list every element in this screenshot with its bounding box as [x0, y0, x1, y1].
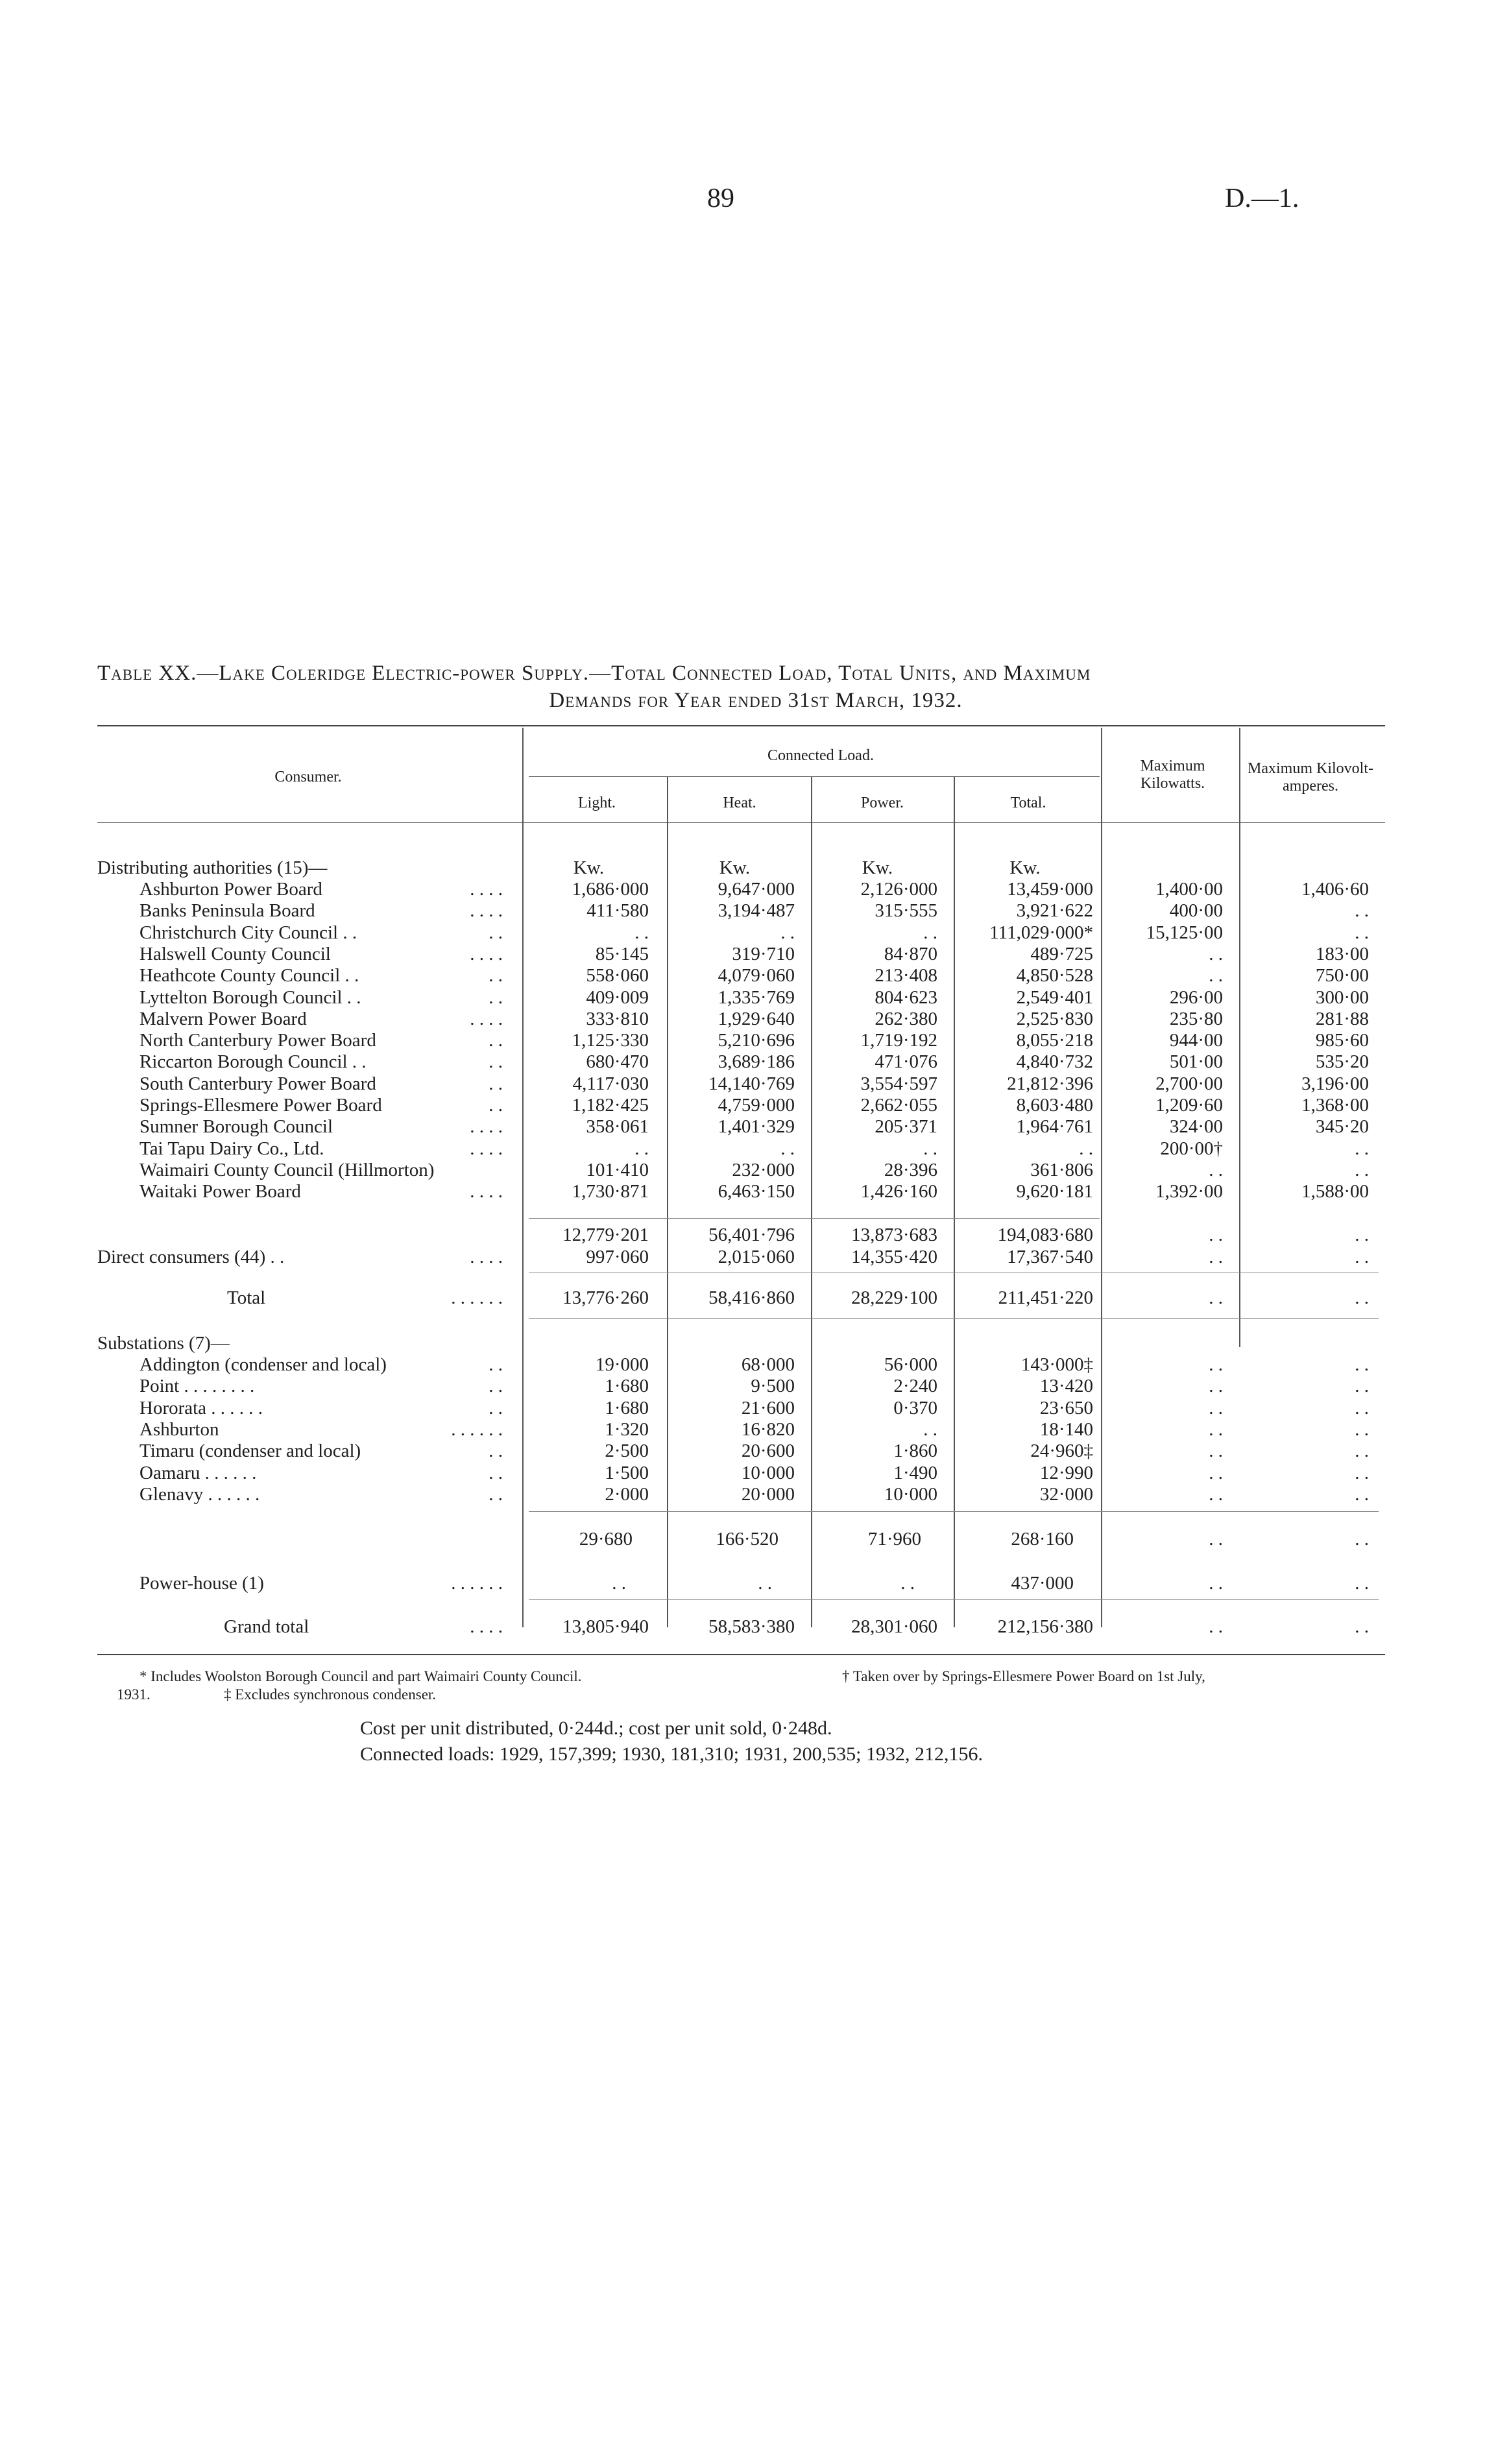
footnote-year: 1931.	[117, 1686, 151, 1703]
heat-value: 10·000	[741, 1462, 795, 1483]
unit-power: Kw.	[862, 857, 893, 878]
heat-value: 21·600	[741, 1397, 795, 1418]
total-value: 4,840·732	[1016, 1051, 1093, 1073]
power-value: 1·860	[893, 1441, 937, 1462]
heat-value: 1,929·640	[718, 1008, 795, 1029]
row-label: South Canterbury Power Board	[139, 1073, 376, 1094]
grand-total-row	[0, 1616, 1509, 1638]
max-kw-value: . .	[1209, 1287, 1223, 1308]
max-kw-value: . .	[1209, 1529, 1223, 1549]
leader-dots: . .	[489, 1030, 503, 1051]
total-row	[0, 1287, 1509, 1309]
power-value: . .	[900, 1573, 915, 1594]
heat-value: 9·500	[751, 1376, 795, 1397]
leader-dots: . . . .	[470, 900, 503, 922]
heat-value: 20·000	[741, 1483, 795, 1505]
leader-dots: . . . .	[470, 1116, 503, 1138]
light-value: 85·145	[595, 943, 649, 964]
light-value: 101·410	[586, 1159, 649, 1180]
power-value: . .	[923, 1418, 937, 1440]
leader-dots: . .	[489, 1441, 503, 1462]
table-row	[0, 1116, 1509, 1138]
light-value: 1,182·425	[572, 1095, 649, 1116]
max-kw-value: . .	[1209, 1462, 1223, 1483]
row-label: Lyttelton Borough Council . .	[139, 987, 361, 1008]
total-value: 143·000‡	[1020, 1354, 1093, 1375]
distributing-heading: Distributing authorities (15)—	[97, 857, 328, 878]
total-rule-bottom	[529, 1318, 1379, 1319]
light-value: 1,125·330	[572, 1030, 649, 1051]
max-kva-value: . .	[1355, 1418, 1369, 1440]
leader-dots: . .	[489, 1095, 503, 1116]
row-label: Halswell County Council	[139, 943, 331, 964]
row-label: Malvern Power Board	[139, 1008, 307, 1029]
total-value: 23·650	[1039, 1397, 1093, 1418]
table-row	[0, 1160, 1509, 1181]
total-value: 1,964·761	[1016, 1116, 1093, 1138]
total-value: 8,603·480	[1016, 1095, 1093, 1116]
table-row	[0, 1354, 1509, 1376]
total-value: 2,525·830	[1016, 1008, 1093, 1029]
table-row	[0, 1376, 1509, 1397]
light-value: 29·680	[579, 1529, 633, 1549]
distributing-sum-rule	[529, 1218, 1100, 1219]
max-kw-value: 1,400·00	[1155, 879, 1223, 900]
table-top-rule	[97, 725, 1385, 726]
table-row	[0, 965, 1509, 987]
total-value: 111,029·000*	[989, 922, 1093, 943]
heat-value: 1,401·329	[718, 1116, 795, 1138]
total-value: 24·960‡	[1030, 1441, 1093, 1462]
leader-dots: . .	[489, 1354, 503, 1375]
power-value: 28,301·060	[851, 1616, 937, 1637]
total-value: 211,451·220	[998, 1287, 1093, 1308]
total-value: 194,083·680	[997, 1225, 1093, 1245]
row-label: Banks Peninsula Board	[139, 900, 315, 922]
heat-value: 3,194·487	[718, 900, 795, 922]
power-house-row	[0, 1573, 1509, 1594]
row-label: Waitaki Power Board	[139, 1181, 301, 1202]
connected-load-rule	[529, 776, 1100, 777]
light-value: . .	[612, 1573, 626, 1594]
max-kva-value: . .	[1355, 1397, 1369, 1418]
max-kva-value: . .	[1355, 1376, 1369, 1397]
light-value: 558·060	[586, 965, 649, 987]
heat-value: 1,335·769	[718, 987, 795, 1008]
light-value: 333·810	[586, 1008, 649, 1029]
leader-dots: . . . .	[470, 1247, 503, 1267]
total-value: 21,812·396	[1007, 1073, 1093, 1094]
max-kva-value: 300·00	[1315, 987, 1369, 1008]
row-label: Waimairi County Council (Hillmorton)	[139, 1159, 435, 1180]
leader-dots: . .	[489, 1051, 503, 1073]
power-value: 262·380	[875, 1008, 937, 1029]
table-row	[0, 944, 1509, 965]
substations-heading: Substations (7)—	[97, 1333, 230, 1354]
heat-value: 232·000	[732, 1159, 795, 1180]
unit-light: Kw.	[573, 857, 605, 878]
heat-value: 166·520	[716, 1529, 779, 1549]
max-kva-value: 1,406·60	[1301, 879, 1369, 900]
heat-value: . .	[758, 1573, 772, 1594]
total-value: 8,055·218	[1016, 1030, 1093, 1051]
row-label: Sumner Borough Council	[139, 1116, 333, 1138]
table-row	[0, 1398, 1509, 1419]
power-value: 1·490	[893, 1462, 937, 1483]
light-value: 1,730·871	[572, 1181, 649, 1202]
light-value: 680·470	[586, 1051, 649, 1073]
max-kw-value: . .	[1209, 1225, 1223, 1245]
distributing-subtotal-row	[0, 1225, 1509, 1246]
total-value: . .	[1079, 1138, 1093, 1159]
distributing-heading-row	[0, 857, 1509, 879]
power-value: 0·370	[893, 1397, 937, 1418]
power-value: 84·870	[884, 943, 937, 964]
leader-dots: . .	[489, 1483, 503, 1505]
max-kva-value: . .	[1355, 1529, 1369, 1549]
light-value: 409·009	[586, 987, 649, 1008]
heat-value: 58,583·380	[708, 1616, 795, 1637]
light-value: 1·320	[605, 1418, 649, 1440]
header-power: Power.	[861, 795, 904, 811]
power-value: 71·960	[867, 1529, 921, 1549]
row-label: Total	[227, 1287, 266, 1308]
max-kw-value: 235·80	[1169, 1008, 1223, 1029]
substations-sum-rule	[529, 1511, 1379, 1512]
power-value: 213·408	[875, 965, 937, 987]
power-value: . .	[923, 1138, 937, 1159]
max-kva-value: . .	[1355, 1287, 1369, 1308]
header-connected-load: Connected Load.	[767, 747, 874, 764]
leader-dots: . .	[489, 965, 503, 987]
total-value: 13,459·000	[1007, 879, 1093, 900]
direct-consumers-row	[0, 1247, 1509, 1268]
max-kva-value: 535·20	[1315, 1051, 1369, 1073]
heat-value: . .	[780, 922, 795, 943]
leader-dots: . .	[489, 1073, 503, 1094]
substations-heading-row	[0, 1333, 1509, 1354]
table-title-line-1: Table XX.—Lake Coleridge Electric-power Supply.—Total Connected Load, Total Units, and Maximum	[97, 662, 1091, 685]
table-row	[0, 1419, 1509, 1441]
table-row	[0, 1095, 1509, 1116]
max-kw-value: 501·00	[1169, 1051, 1223, 1073]
max-kw-value: 944·00	[1169, 1030, 1223, 1051]
max-kva-value: 1,368·00	[1301, 1095, 1369, 1116]
power-value: 3,554·597	[860, 1073, 937, 1094]
max-kw-value: . .	[1209, 1354, 1223, 1375]
max-kw-value: . .	[1209, 1573, 1223, 1594]
header-bottom-rule	[97, 822, 1385, 823]
heat-value: 68·000	[741, 1354, 795, 1375]
header-total: Total.	[1010, 795, 1046, 811]
max-kva-value: 345·20	[1315, 1116, 1369, 1138]
light-value: 1·500	[605, 1462, 649, 1483]
max-kw-value: . .	[1209, 1441, 1223, 1462]
heat-value: 6,463·150	[718, 1181, 795, 1202]
max-kva-value: . .	[1355, 922, 1369, 943]
table-row	[0, 922, 1509, 944]
row-label: Power-house (1)	[139, 1573, 264, 1594]
row-label: Christchurch City Council . .	[139, 922, 357, 943]
max-kva-value: . .	[1355, 1159, 1369, 1180]
power-value: 205·371	[875, 1116, 937, 1138]
power-value: 2,126·000	[860, 879, 937, 900]
table-row	[0, 1484, 1509, 1505]
footnote-double-dagger: ‡ Excludes synchronous condenser.	[224, 1686, 437, 1703]
max-kw-value: 1,392·00	[1155, 1181, 1223, 1202]
max-kva-value: 750·00	[1315, 965, 1369, 987]
header-max-kva: Maximum Kilovolt-amperes.	[1248, 760, 1373, 795]
power-value: 28,229·100	[851, 1287, 937, 1308]
row-label: Riccarton Borough Council . .	[139, 1051, 367, 1073]
footnote-dagger: † Taken over by Springs-Ellesmere Power Board on 1st July,	[842, 1668, 1205, 1684]
heat-value: . .	[780, 1138, 795, 1159]
row-label: North Canterbury Power Board	[139, 1030, 376, 1051]
leader-dots: . .	[489, 987, 503, 1008]
heat-value: 3,689·186	[718, 1051, 795, 1073]
unit-total: Kw.	[1009, 857, 1041, 878]
total-value: 212,156·380	[997, 1616, 1093, 1637]
leader-dots: . . . . . .	[451, 1573, 503, 1594]
max-kva-value: . .	[1355, 1225, 1369, 1245]
footnote-star: * Includes Woolston Borough Council and part Waimairi County Council.	[139, 1668, 582, 1684]
power-value: 2,662·055	[860, 1095, 937, 1116]
max-kva-value: . .	[1355, 1441, 1369, 1462]
row-label: Point . . . . . . . .	[139, 1376, 255, 1397]
row-label: Heathcote County Council . .	[139, 965, 359, 987]
power-value: 14,355·420	[851, 1247, 937, 1267]
row-label: Ashburton Power Board	[139, 879, 322, 900]
row-label: Tai Tapu Dairy Co., Ltd.	[139, 1138, 324, 1159]
table-row	[0, 1441, 1509, 1462]
light-value: 411·580	[586, 900, 649, 922]
total-value: 9,620·181	[1016, 1181, 1093, 1202]
total-value: 17,367·540	[1007, 1247, 1093, 1267]
table-row	[0, 1030, 1509, 1051]
max-kva-value: . .	[1355, 1247, 1369, 1267]
max-kw-value: . .	[1209, 1397, 1223, 1418]
leader-dots: . . . .	[470, 1181, 503, 1202]
heat-value: 4,759·000	[718, 1095, 795, 1116]
total-value: 18·140	[1039, 1418, 1093, 1440]
light-value: 2·000	[605, 1483, 649, 1505]
power-value: 2·240	[893, 1376, 937, 1397]
light-value: 1,686·000	[572, 879, 649, 900]
light-value: . .	[634, 1138, 649, 1159]
light-value: 1·680	[605, 1376, 649, 1397]
leader-dots: . . . . . .	[451, 1418, 503, 1440]
cost-line-1: Cost per unit distributed, 0·244d.; cost per unit sold, 0·248d.	[360, 1717, 832, 1739]
header-heat: Heat.	[723, 795, 756, 811]
table-row	[0, 987, 1509, 1009]
max-kw-value: . .	[1209, 1247, 1223, 1267]
table-title-line-2: Demands for Year ended 31st March, 1932.	[549, 689, 963, 712]
header-light: Light.	[578, 795, 616, 811]
total-value: 268·160	[1011, 1529, 1074, 1549]
max-kva-value: . .	[1355, 1462, 1369, 1483]
leader-dots: . . . . . .	[451, 1287, 503, 1308]
leader-dots: . .	[489, 1376, 503, 1397]
light-value: 13,805·940	[562, 1616, 649, 1637]
row-label: Ashburton	[139, 1418, 219, 1440]
max-kw-value: 200·00†	[1160, 1138, 1223, 1159]
power-value: 1,719·192	[860, 1030, 937, 1051]
max-kva-value: 281·88	[1315, 1008, 1369, 1029]
leader-dots: . .	[489, 1462, 503, 1483]
total-value: 32·000	[1039, 1483, 1093, 1505]
table-row	[0, 1463, 1509, 1484]
light-value: 4,117·030	[572, 1073, 649, 1094]
light-value: 997·060	[586, 1247, 649, 1267]
max-kw-value: . .	[1209, 1376, 1223, 1397]
row-label: Hororata . . . . . .	[139, 1397, 263, 1418]
power-value: 315·555	[875, 900, 937, 922]
leader-dots: . . . .	[470, 1138, 503, 1159]
max-kva-value: . .	[1355, 1138, 1369, 1159]
page-number: 89	[707, 184, 734, 213]
light-value: 358·061	[586, 1116, 649, 1138]
max-kw-value: . .	[1209, 943, 1223, 964]
grand-total-rule-top	[529, 1599, 1379, 1600]
total-value: 12·990	[1039, 1462, 1093, 1483]
table-row	[0, 1073, 1509, 1095]
max-kw-value: 324·00	[1169, 1116, 1223, 1138]
row-label: Springs-Ellesmere Power Board	[139, 1095, 382, 1116]
max-kva-value: . .	[1355, 1483, 1369, 1505]
power-value: 28·396	[884, 1159, 937, 1180]
heat-value: 319·710	[732, 943, 795, 964]
leader-dots: . .	[489, 1397, 503, 1418]
total-value: 13·420	[1039, 1376, 1093, 1397]
table-bottom-rule	[97, 1654, 1385, 1655]
header-consumer: Consumer.	[274, 769, 342, 785]
heat-value: 16·820	[741, 1418, 795, 1440]
power-value: 10·000	[884, 1483, 937, 1505]
max-kw-value: 400·00	[1169, 900, 1223, 922]
power-value: . .	[923, 922, 937, 943]
row-label: Direct consumers (44) . .	[97, 1247, 285, 1267]
heat-value: 9,647·000	[718, 879, 795, 900]
leader-dots: . .	[489, 922, 503, 943]
max-kva-value: . .	[1355, 1354, 1369, 1375]
cost-line-2: Connected loads: 1929, 157,399; 1930, 181,310; 1931, 200,535; 1932, 212,156.	[360, 1743, 983, 1765]
max-kw-value: 15,125·00	[1146, 922, 1223, 943]
leader-dots: . . . .	[470, 943, 503, 964]
light-value: 2·500	[605, 1441, 649, 1462]
light-value: 13,776·260	[562, 1287, 649, 1308]
heat-value: 20·600	[741, 1441, 795, 1462]
max-kw-value: 1,209·60	[1155, 1095, 1223, 1116]
power-value: 13,873·683	[851, 1225, 937, 1245]
table-row	[0, 879, 1509, 900]
total-value: 361·806	[1030, 1159, 1093, 1180]
max-kw-value: . .	[1209, 965, 1223, 987]
light-value: . .	[634, 922, 649, 943]
light-value: 12,779·201	[562, 1225, 649, 1245]
max-kva-value: 1,588·00	[1301, 1181, 1369, 1202]
total-value: 489·725	[1030, 943, 1093, 964]
table-row	[0, 1138, 1509, 1160]
heat-value: 56,401·796	[708, 1225, 795, 1245]
table-row	[0, 900, 1509, 922]
power-value: 471·076	[875, 1051, 937, 1073]
leader-dots: . . . .	[470, 1616, 503, 1637]
max-kva-value: . .	[1355, 1616, 1369, 1637]
max-kw-value: . .	[1209, 1418, 1223, 1440]
max-kw-value: . .	[1209, 1483, 1223, 1505]
power-value: 804·623	[875, 987, 937, 1008]
power-value: 56·000	[884, 1354, 937, 1375]
total-value: 4,850·528	[1016, 965, 1093, 987]
max-kw-value: . .	[1209, 1616, 1223, 1637]
max-kw-value: 296·00	[1169, 987, 1223, 1008]
max-kw-value: . .	[1209, 1159, 1223, 1180]
heat-value: 14,140·769	[708, 1073, 795, 1094]
unit-heat: Kw.	[719, 857, 751, 878]
leader-dots: . . . .	[470, 879, 503, 900]
heat-value: 4,079·060	[718, 965, 795, 987]
heat-value: 58,416·860	[708, 1287, 795, 1308]
total-value: 437·000	[1011, 1573, 1074, 1594]
power-value: 1,426·160	[860, 1181, 937, 1202]
total-value: 3,921·622	[1016, 900, 1093, 922]
document-reference: D.—1.	[1225, 184, 1299, 213]
max-kva-value: 3,196·00	[1301, 1073, 1369, 1094]
heat-value: 2,015·060	[718, 1247, 795, 1267]
row-label: Oamaru . . . . . .	[139, 1462, 257, 1483]
heat-value: 5,210·696	[718, 1030, 795, 1051]
light-value: 19·000	[595, 1354, 649, 1375]
row-label: Addington (condenser and local)	[139, 1354, 387, 1375]
table-row	[0, 1009, 1509, 1030]
table-row	[0, 1051, 1509, 1073]
row-label: Grand total	[224, 1616, 309, 1637]
max-kw-value: 2,700·00	[1155, 1073, 1223, 1094]
header-max-kilowatts: Maximum Kilowatts.	[1140, 758, 1205, 792]
row-label: Glenavy . . . . . .	[139, 1483, 260, 1505]
leader-dots: . . . .	[470, 1008, 503, 1029]
total-value: 2,549·401	[1016, 987, 1093, 1008]
max-kva-value: . .	[1355, 900, 1369, 922]
light-value: 1·680	[605, 1397, 649, 1418]
row-label: Timaru (condenser and local)	[139, 1441, 361, 1462]
substations-subtotal-row	[0, 1529, 1509, 1550]
max-kva-value: 985·60	[1315, 1030, 1369, 1051]
max-kva-value: 183·00	[1315, 943, 1369, 964]
table-row	[0, 1181, 1509, 1202]
max-kva-value: . .	[1355, 1573, 1369, 1594]
